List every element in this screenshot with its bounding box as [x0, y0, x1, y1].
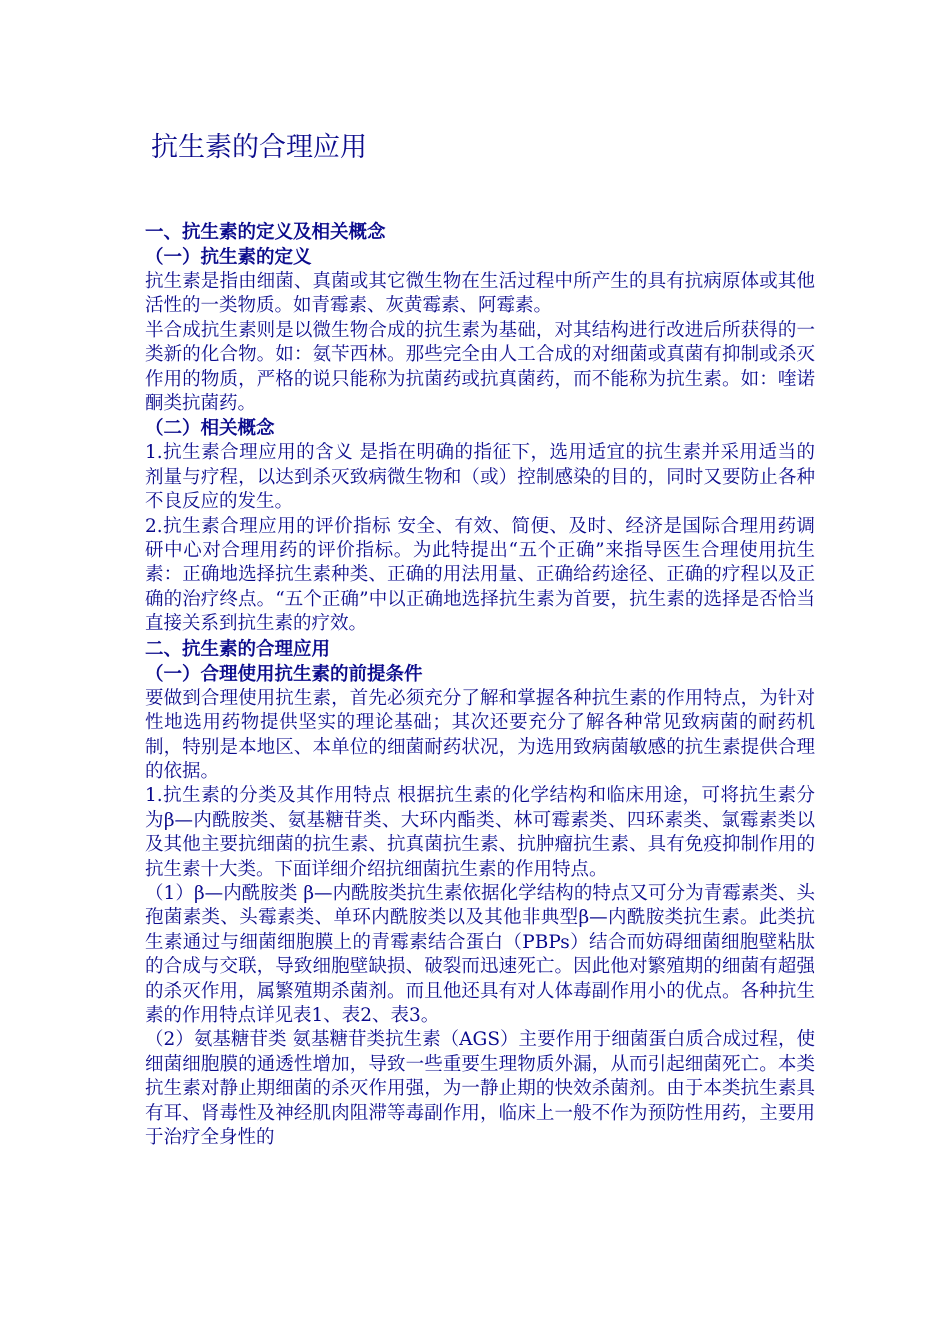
paragraph-classification: 1.抗生素的分类及其作用特点 根据抗生素的化学结构和临床用途，可将抗生素分为β—内酰胺类、氨基糖苷类、大环内酯类、林可霉素类、四环素类、氯霉素类以及其他主要抗细菌的抗生素、抗真菌抗生素、抗肿瘤抗生素、具有免疫抑制作用的抗生素十大类。下面详细介绍抗细菌抗生素的作用特点。: [145, 785, 815, 880]
section-heading-1: 一、抗生素的定义及相关概念: [145, 222, 386, 243]
section-heading-2: 二、抗生素的合理应用: [145, 638, 331, 660]
document-title: 抗生素的合理应用: [151, 132, 367, 163]
document-page: [145, 128, 815, 1150]
paragraph-preconditions: 要做到合理使用抗生素，首先必须充分了解和掌握各种抗生素的作用特点，为针对性地选用药物提供坚实的理论基础；其次还要充分了解各种常见致病菌的耐药机制，特别是本地区、本单位的细菌耐药状况，为选用致病菌敏感的抗生素提供合理的依据。: [145, 687, 815, 782]
subsection-heading-1-2: （二）相关概念: [145, 418, 275, 440]
paragraph-rational-use-meaning: 1.抗生素合理应用的含义 是指在明确的指征下，选用适宜的抗生素并采用适当的剂量与疗程，以达到杀灭致病微生物和（或）控制感染的目的，同时又要防止各种不良反应的发生。: [145, 442, 815, 513]
paragraph-evaluation-index: 2.抗生素合理应用的评价指标 安全、有效、简便、及时、经济是国际合理用药调研中心对合理用药的评价指标。为此特提出“五个正确”来指导医生合理使用抗生素：正确地选择抗生素种类、正确的用法用量、正确给药途径、正确的疗程以及正确的治疗终点。“五个正确”中以正确地选择抗生素为首要，抗生素的选择是否恰当直接关系到抗生素的疗效。: [145, 515, 815, 635]
paragraph-antibiotic-definition: 抗生素是指由细菌、真菌或其它微生物在生活过程中所产生的具有抗病原体或其他活性的一类物质。如青霉素、灰黄霉素、阿霉素。: [145, 271, 815, 317]
paragraph-aminoglycoside: （2）氨基糖苷类 氨基糖苷类抗生素（AGS）主要作用于细菌蛋白质合成过程，使细菌细胞膜的通透性增加，导致一些重要生理物质外漏，从而引起细菌死亡。本类抗生素对静止期细菌的杀灭作用强，为一静止期的快效杀菌剂。由于本类抗生素具有耳、肾毒性及神经肌肉阻滞等毒副作用，临床上一般不作为预防性用药，主要用于治疗全身性的: [145, 1029, 815, 1148]
paragraph-beta-lactam: （1）β—内酰胺类 β—内酰胺类抗生素依据化学结构的特点又可分为青霉素类、头孢菌素类、头霉素类、单环内酰胺类以及其他非典型β—内酰胺类抗生素。此类抗生素通过与细菌细胞膜上的青霉素结合蛋白（PBPs）结合而妨碍细菌细胞壁粘肽的合成与交联，导致细胞壁缺损、破裂而迅速死亡。因此他对繁殖期的细菌有超强的杀灭作用，属繁殖期杀菌剂。而且他还具有对人体毒副作用小的优点。各种抗生素的作用特点详见表1、表2、表3。: [145, 882, 815, 1026]
subsection-heading-2-1: （一）合理使用抗生素的前提条件: [145, 663, 423, 685]
subsection-heading-1-1: （一）抗生素的定义: [145, 247, 312, 268]
paragraph-semisynthetic: 半合成抗生素则是以微生物合成的抗生素为基础，对其结构进行改进后所获得的一类新的化合物。如：氨苄西林。那些完全由人工合成的对细菌或真菌有抑制或杀灭作用的物质，严格的说只能称为抗菌药或抗真菌药，而不能称为抗生素。如：喹诺酮类抗菌药。: [145, 319, 815, 415]
